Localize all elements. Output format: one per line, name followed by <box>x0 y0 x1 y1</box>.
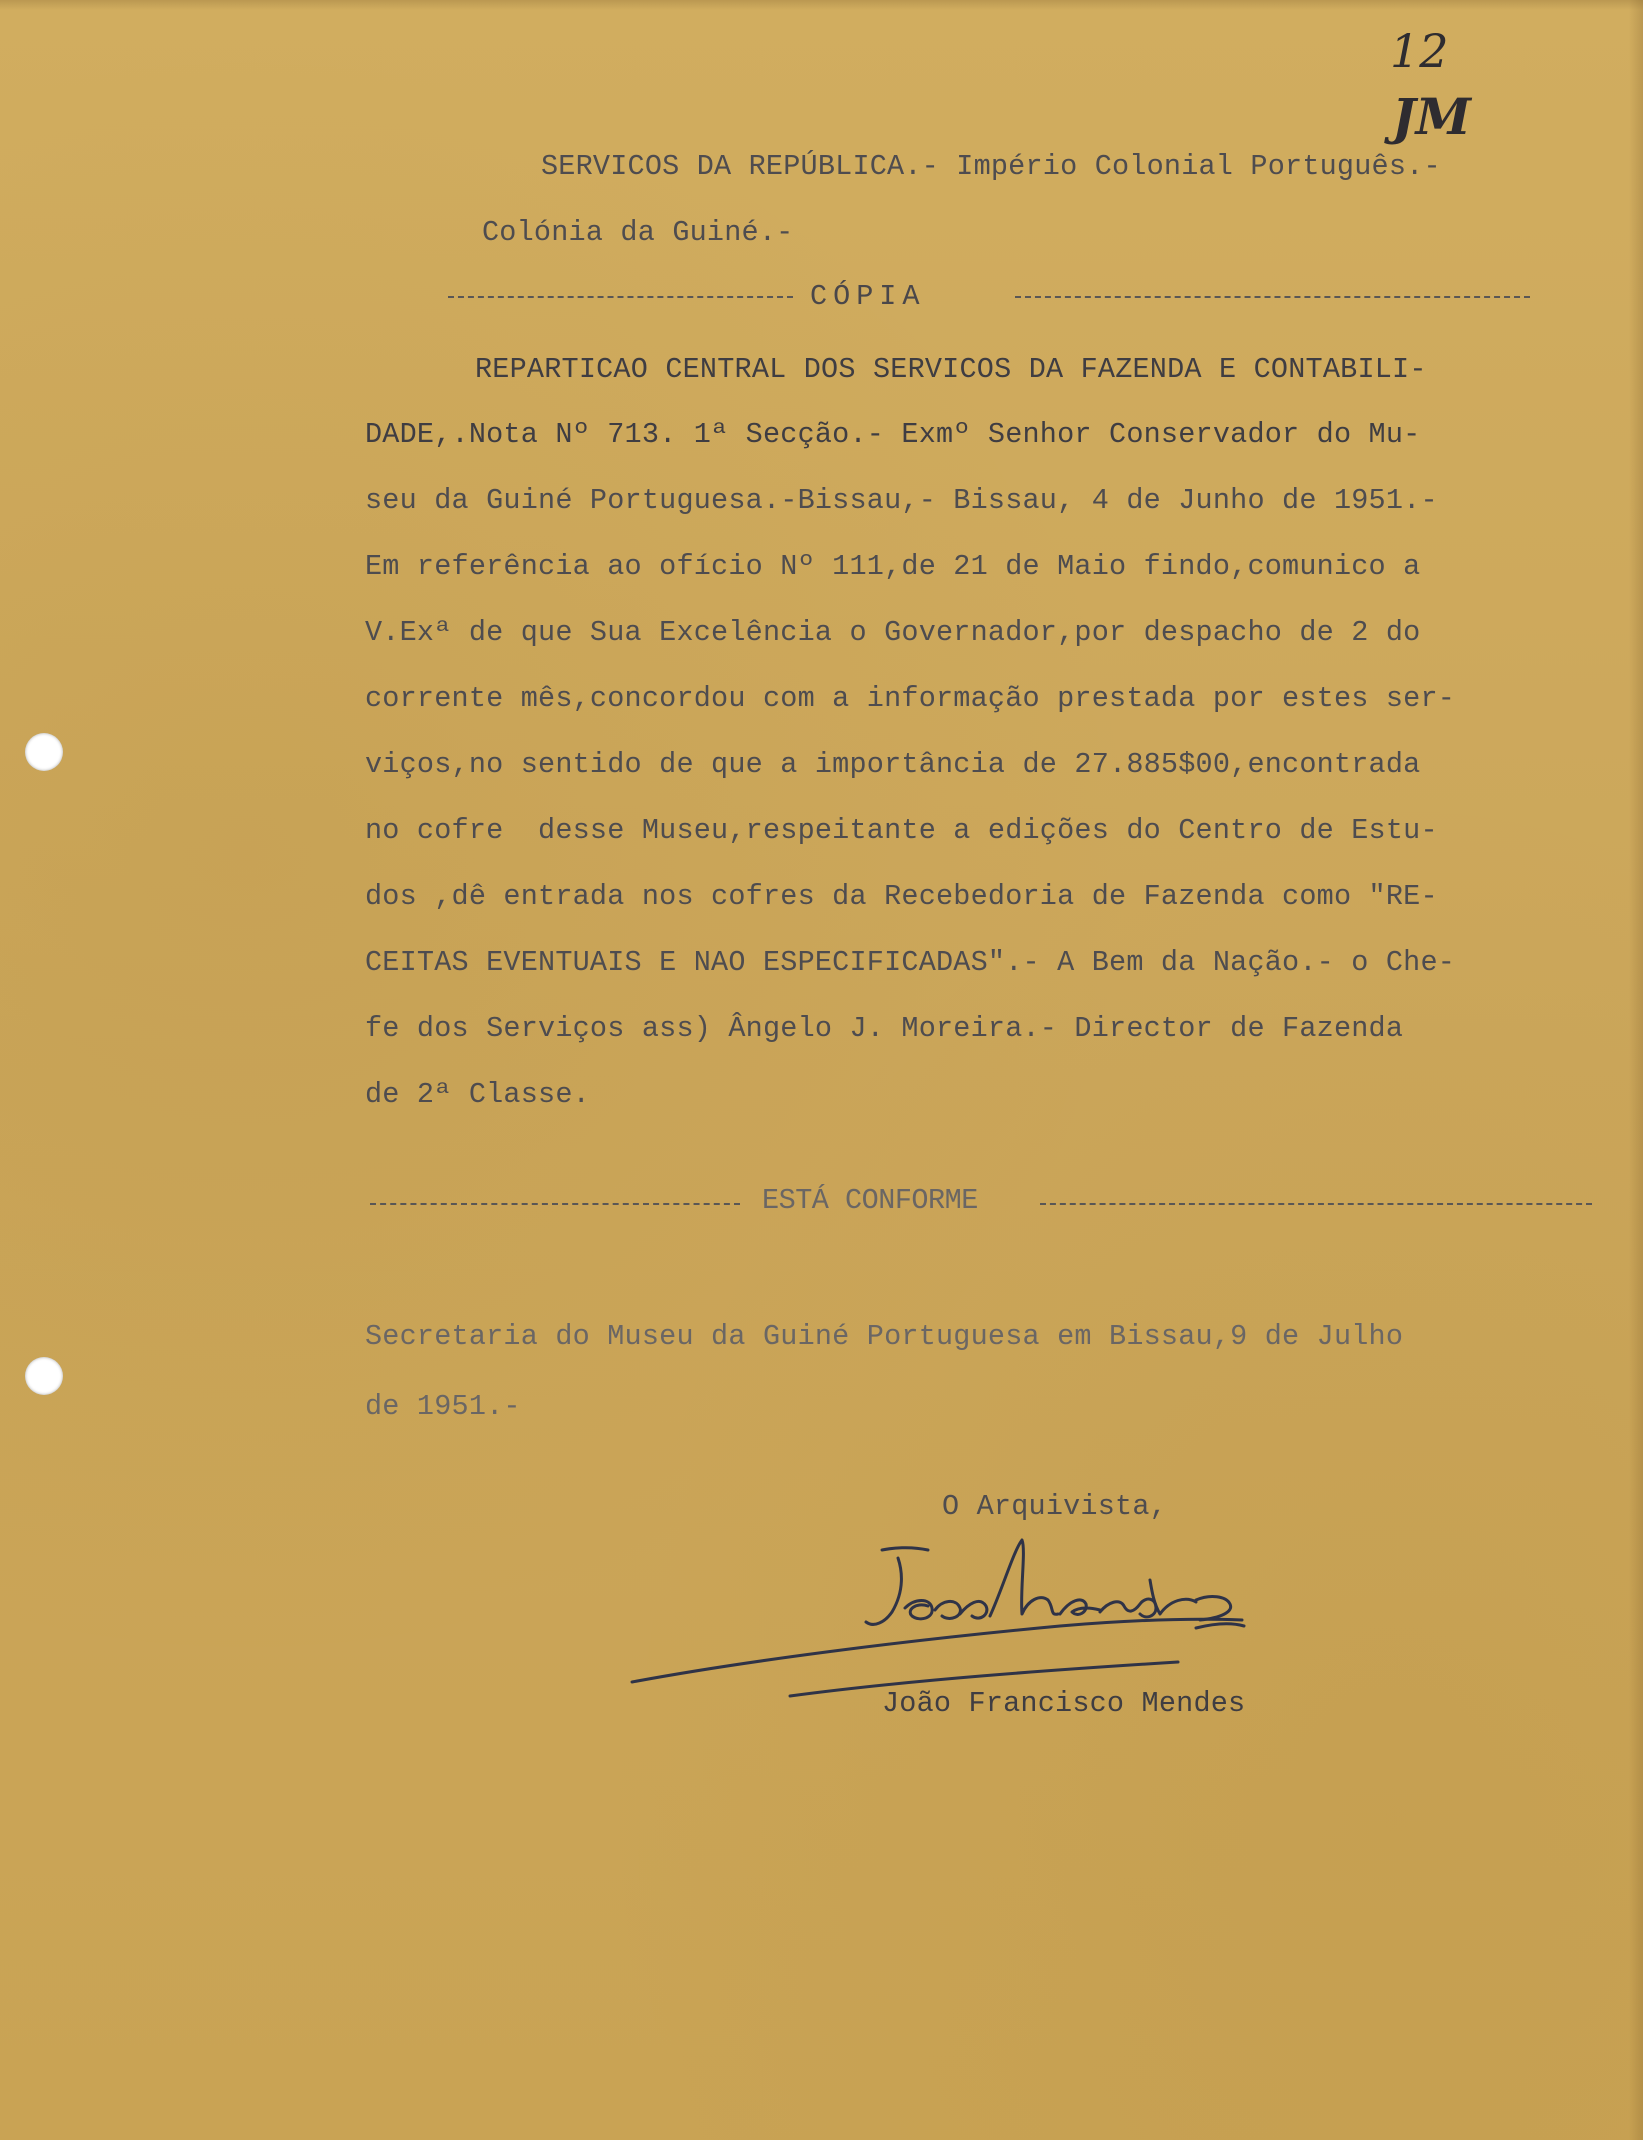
paper-edge-shadow <box>0 0 1643 10</box>
punch-hole-upper <box>25 733 63 771</box>
body-line: de 2ª Classe. <box>365 1078 590 1111</box>
body-line: corrente mês,concordou com a informação prestada por estes ser- <box>365 682 1456 715</box>
conformity-rule-right <box>1040 1203 1592 1205</box>
copy-rule-left <box>448 296 793 298</box>
body-line: viços,no sentido de que a importância de 27.885$00,encontrada <box>365 748 1421 781</box>
signature-text: João Mendes <box>908 1587 992 1604</box>
copy-label: CÓPIA <box>810 280 926 313</box>
body-line: REPARTICAO CENTRAL DOS SERVICOS DA FAZENDA E CONTABILI- <box>475 353 1427 386</box>
conformity-rule-left <box>370 1203 740 1205</box>
header-line-1: SERVICOS DA REPÚBLICA.- Império Colonial Português.- <box>541 150 1441 183</box>
page-number-annotation: 12 <box>1390 24 1449 78</box>
copy-rule-right <box>1015 296 1530 298</box>
signatory-role: O Arquivista, <box>942 1490 1167 1523</box>
body-line: DADE,.Nota Nº 713. 1ª Secção.- Exmº Senhor Conservador do Mu- <box>365 418 1421 451</box>
body-line: no cofre desse Museu,respeitante a edições do Centro de Estu- <box>365 814 1438 847</box>
conformity-label: ESTÁ CONFORME <box>762 1184 978 1217</box>
body-line: seu da Guiné Portuguesa.-Bissau,- Bissau, 4 de Junho de 1951.- <box>365 484 1438 517</box>
body-line: CEITAS EVENTUAIS E NAO ESPECIFICADAS".- A Bem da Nação.- o Che- <box>365 946 1456 979</box>
closing-line-2: de 1951.- <box>365 1390 521 1423</box>
closing-line-1: Secretaria do Museu da Guiné Portuguesa em Bissau,9 de Julho <box>365 1320 1404 1353</box>
body-line: dos ,dê entrada nos cofres da Recebedoria de Fazenda como "RE- <box>365 880 1438 913</box>
signatory-name: João Francisco Mendes <box>882 1687 1246 1720</box>
handwritten-signature <box>630 1530 1270 1710</box>
body-line: V.Exª de que Sua Excelência o Governador,por despacho de 2 do <box>365 616 1421 649</box>
body-line: fe dos Serviços ass) Ângelo J. Moreira.- Director de Fazenda <box>365 1012 1404 1045</box>
punch-hole-lower <box>25 1357 63 1395</box>
initials-annotation: JM <box>1392 87 1472 146</box>
paper-edge-shadow-right <box>1629 0 1643 2140</box>
body-line: Em referência ao ofício Nº 111,de 21 de Maio findo,comunico a <box>365 550 1421 583</box>
header-line-2: Colónia da Guiné.- <box>482 216 794 249</box>
